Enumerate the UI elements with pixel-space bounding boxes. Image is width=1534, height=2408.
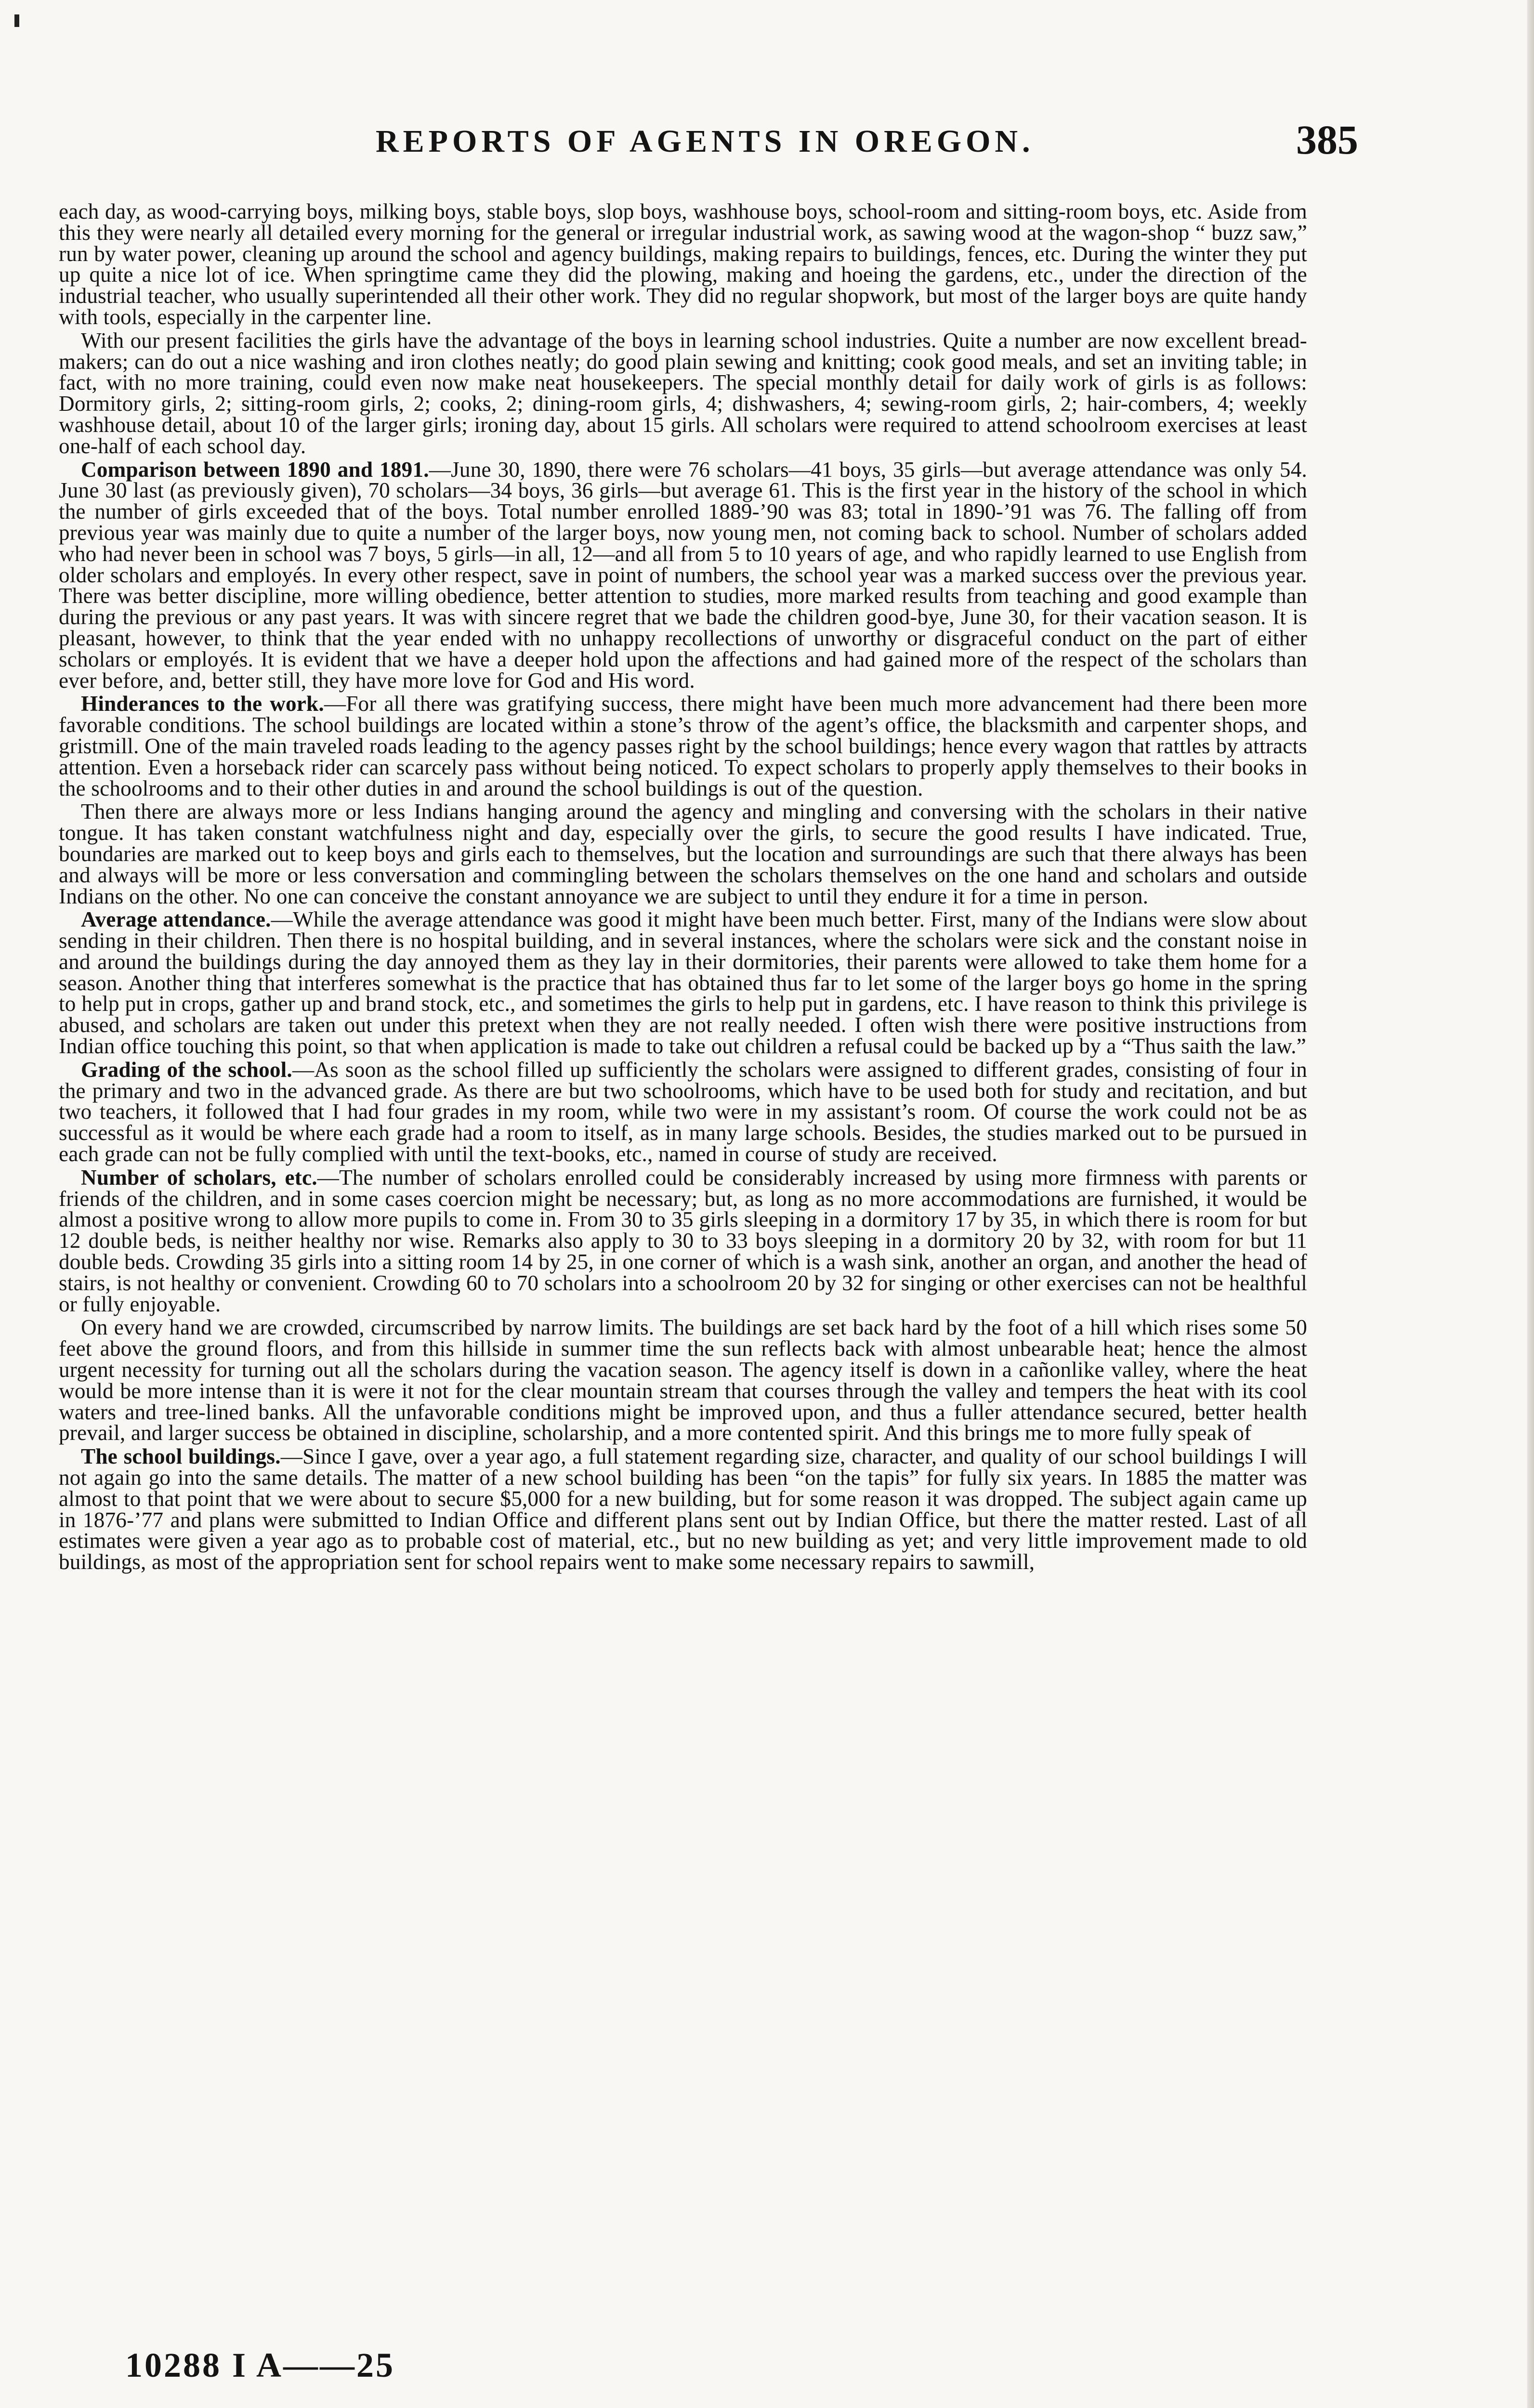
body-text: [59, 201, 1307, 1575]
paragraph-text: —June 30, 1890, there were 76 scholars—41 boys, 35 girls—but average attendance was only 54. June 30 last (as previously given), 70 scholars—34 boys, 36 girls—but average 61. This is the first year in the history of the school in which the number of girls exceeded that of the boys. Total number enrolled 1889-’90 was 83; total in 1890-’91 was 76. The falling off from previous year was mainly due to quite a number of the larger boys, now young men, not coming back to school. Number of scholars added who had never been in school was 7 boys, 5 girls—in all, 12—and all from 5 to 10 years of age, and who rapidly learned to use English from older scholars and employés. In every other respect, save in point of numbers, the school year was a marked success over the previous year. There was better discipline, more willing obedience, better attention to studies, more marked results from teaching and good example than during the previous or any past years. It was with sincere regret that we bade the children good-bye, June 30, for their vacation season. It is pleasant, however, to think that the year ended with no unhappy recollections of unworthy or disgraceful conduct on the part of either scholars or employés. It is evident that we have a deeper hold upon the affections and had gained more of the respect of the scholars than ever before, and, better still, they have more love for God and His word.: [59, 457, 1307, 693]
paragraph-text: With our present facilities the girls have the advantage of the boys in learning school industries. Quite a number are now excellent bread-makers; can do out a nice washing and iron clothes neatly; do good plain sewing and knitting; cook good meals, and set an inviting table; in fact, with no more training, could even now make neat housekeepers. The special monthly detail for daily work of girls is as follows: Dormitory girls, 2; sitting-room girls, 2; cooks, 2; dining-room girls, 4; dishwashers, 4; sewing-room girls, 2; hair-combers, 4; weekly washhouse detail, about 10 of the larger girls; ironing day, about 15 girls. All scholars were required to attend schoolroom exercises at least one-half of each school day.: [59, 328, 1307, 458]
section-heading: Number of scholars, etc.: [81, 1165, 317, 1190]
paragraph: [59, 801, 1307, 909]
section-heading: Comparison between 1890 and 1891.: [81, 457, 429, 482]
page-number: 385: [1296, 117, 1358, 163]
paragraph: [59, 201, 1307, 330]
paragraph-text: Then there are always more or less Indians hanging around the agency and mingling and conversing with the scholars in their native tongue. It has taken constant watchfulness night and day, especially over the girls, to secure the good results I have indicated. True, boundaries are marked out to keep boys and girls each to themselves, but the location and surroundings are such that there always has been and always will be more or less conversation and commingling between the scholars themselves on the one hand and scholars and outside Indians on the other. No one can conceive the constant annoyance we are subject to until they endure it for a time in person.: [59, 799, 1307, 908]
section-heading: Hinderances to the work.: [81, 692, 324, 716]
paragraph: [59, 1057, 1307, 1167]
paragraph-text: each day, as wood-carrying boys, milking boys, stable boys, slop boys, washhouse boys, school-room and sitting-room boys, etc. Aside from this they were nearly all detailed every morning for the general or irregular industrial work, as sawing wood at the wagon-shop “ buzz saw,” run by water power, cleaning up around the school and agency buildings, making repairs to buildings, fences, etc. During the winter they put up quite a nice lot of ice. When springtime came they did the plowing, making and hoeing the gardens, etc., under the direction of the industrial teacher, who usually superintended all their other work. They did no regular shopwork, but most of the larger boys are quite handy with tools, especially in the carpenter line.: [59, 199, 1307, 329]
paragraph: [59, 330, 1307, 459]
section-heading: Average attendance.: [81, 907, 271, 932]
paragraph: [59, 694, 1307, 801]
paragraph: [59, 1446, 1307, 1575]
paragraph-text: —As soon as the school filled up sufficiently the scholars were assigned to different grades, consisting of four in the primary and two in the advanced grade. As there are but two schoolrooms, which have to be used both for study and recitation, and but two teachers, it followed that I had four grades in my room, while two were in my assistant’s room. Of course the work could not be as successful as it would be where each grade had a room to itself, as in many large schools. Besides, the studies marked out to be pursued in each grade can not be fully complied with until the text-books, etc., named in course of study are received.: [59, 1057, 1307, 1166]
section-heading: Grading of the school.: [81, 1057, 292, 1082]
paragraph: [59, 459, 1307, 694]
paragraph-text: —The number of scholars enrolled could be considerably increased by using more firmness with parents or friends of the children, and in some cases coercion might be necessary; but, as long as no more accommodations are furnished, it would be almost a positive wrong to allow more pupils to come in. From 30 to 35 girls sleeping in a dormitory 17 by 35, in which there is room for but 12 double beds, is neither healthy nor wise. Remarks also apply to 30 to 33 boys sleeping in a dormitory 20 by 32, with room for but 11 double beds. Crowding 35 girls into a sitting room 14 by 25, in one corner of which is a wash sink, another an organ, and another the head of stairs, is not healthy or convenient. Crowding 60 to 70 scholars into a schoolroom 20 by 32 for singing or other exercises can not be healthful or fully enjoyable.: [59, 1165, 1308, 1316]
corner-mark: [14, 14, 19, 27]
paragraph: [59, 909, 1307, 1060]
paragraph-text: —Since I gave, over a year ago, a full statement regarding size, character, and quality of our school buildings I will not again go into the same details. The matter of a new school building has been “on the tapis” for fully six years. In 1885 the matter was almost to that point that we were about to secure $5,000 for a new building, but for some reason it was dropped. The subject again came up in 1876-’77 and plans were submitted to Indian Office and different plans sent out by Indian Office, but there the matter rested. Last of all estimates were given a year ago as to probable cost of material, etc., but no new building as yet; and very little improvement made to old buildings, as most of the appropriation sent for school repairs went to make some necessary repairs to sawmill,: [59, 1444, 1307, 1574]
page-header: [58, 116, 1358, 173]
running-head: REPORTS OF AGENTS IN OREGON.: [376, 124, 1035, 159]
paragraph-text: —For all there was gratifying success, there might have been much more advancement had there been more favorable conditions. The school buildings are located within a stone’s throw of the agent’s office, the blacksmith and carpenter shops, and gristmill. One of the main traveled roads leading to the agency passes right by the school buildings; hence every wagon that rattles by attracts attention. Even a horseback rider can scarcely pass without being noticed. To expect scholars to properly apply themselves to their books in the schoolrooms and to their other duties in and around the school buildings is out of the question.: [59, 692, 1308, 800]
signature-mark: 10288 I A——25: [125, 2346, 395, 2384]
paragraph-text: —While the average attendance was good it might have been much better. First, many of the Indians were slow about sending in their children. Then there is no hospital building, and in several instances, where the scholars were sick and the constant noise in and around the buildings during the day annoyed them as they lay in their dormitories, their parents were allowed to take them home for a season. Another thing that interferes somewhat is the practice that has obtained thus far to let some of the larger boys go home in the spring to help put in crops, gather up and brand stock, etc., and sometimes the girls to help put in gardens, etc. I have reason to think this privilege is abused, and scholars are taken out under this pretext when they are not really needed. I often wish there were positive instructions from Indian office touching this point, so that when application is made to take out children a refusal could be backed up by a “Thus saith the law.”: [59, 907, 1308, 1059]
section-heading: The school buildings.: [81, 1444, 281, 1469]
paragraph-text: On every hand we are crowded, circumscribed by narrow limits. The buildings are set back hard by the foot of a hill which rises some 50 feet above the ground floors, and from this hillside in summer time the sun reflects back with almost unbearable heat; hence the almost urgent necessity for turning out all the scholars during the vacation season. The agency itself is down in a cañonlike valley, where the heat would be more intense than it is were it not for the clear mountain stream that courses through the valley and tempers the heat with its cool waters and tree-lined banks. All the unfavorable conditions might be improved upon, and thus a fuller attendance secured, better health prevail, and larger success be obtained in discipline, scholarship, and a more contented spirit. And this brings me to more fully speak of: [59, 1315, 1307, 1445]
paragraph: [59, 1317, 1307, 1446]
page-edge: [1527, 0, 1534, 2408]
paragraph: [59, 1167, 1307, 1318]
